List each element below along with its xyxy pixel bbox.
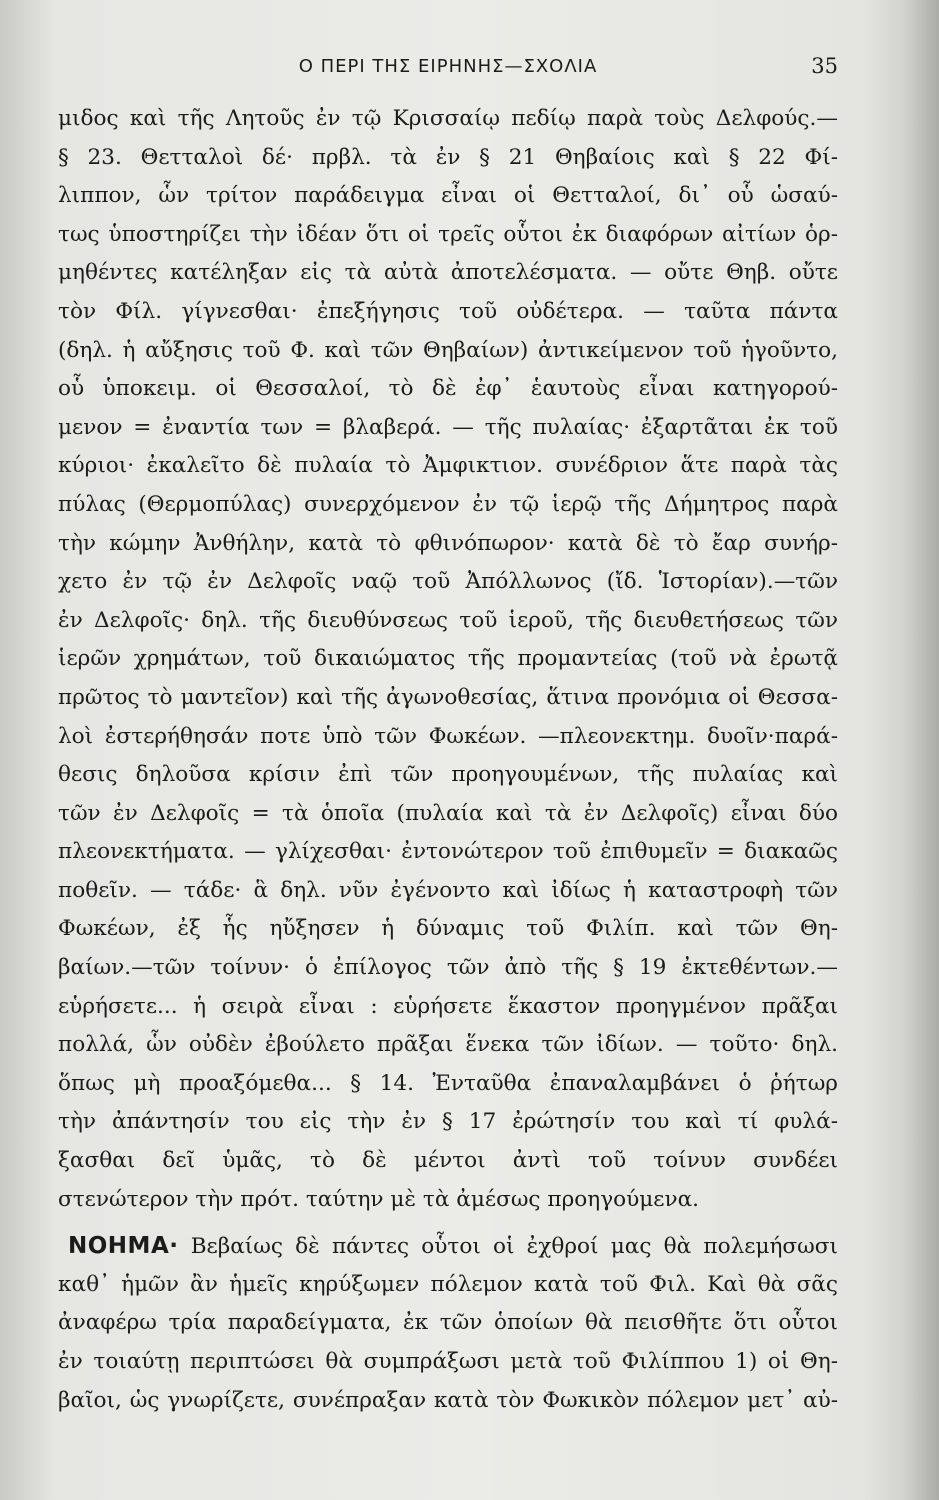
commentary-text bbox=[58, 100, 838, 1420]
text-line: ἐν τοιαύτῃ περιπτώσει θὰ συμπράξωσι μετὰ τοῦ Φιλίππου 1) οἱ Θη- bbox=[58, 1349, 838, 1374]
text-line: ἀναφέρω τρία παραδείγματα, ἐκ τῶν ὁποίων θὰ πεισθῆτε ὅτι οὗτοι bbox=[58, 1310, 838, 1336]
text-line: ἱερῶν χρημάτων, τοῦ δικαιώματος τῆς προμαντείας (τοῦ νὰ ἐρωτᾷ bbox=[58, 646, 838, 672]
page-number: 35 bbox=[811, 54, 838, 78]
running-head bbox=[58, 52, 838, 86]
text-line: στενώτερον τὴν πρότ. ταύτην μὲ τὰ ἀμέσως προηγούμενα. bbox=[58, 1186, 700, 1212]
noima-first-line bbox=[58, 1227, 838, 1266]
text-line: τως ὑποστηρίζει τὴν ἰδέαν ὅτι οἱ τρεῖς οὗτοι ἐκ διαφόρων αἰτίων ὁρ- bbox=[58, 221, 838, 247]
running-head-title: Ο ΠΕΡΙ ΤΗΣ ΕΙΡΗΝΗΣ—ΣΧΟΛΙΑ bbox=[298, 56, 598, 77]
text-line: ξασθαι δεῖ ὑμᾶς, τὸ δὲ μέντοι ἀντὶ τοῦ τοίνυν συνδέει bbox=[58, 1148, 838, 1174]
text-line: ποθεῖν. — τάδε· ἃ δηλ. νῦν ἐγένοντο καὶ ἰδίως ἡ καταστροφὴ τῶν bbox=[58, 877, 838, 903]
text-line: κύριοι· ἐκαλεῖτο δὲ πυλαία τὸ Ἀμφικτιον. συνέδριον ἅτε παρὰ τὰς bbox=[58, 453, 838, 479]
noima-heading: ΝΟΗΜΑ· bbox=[68, 1233, 179, 1260]
text-line: βαῖοι, ὡς γνωρίζετε, συνέπραξαν κατὰ τὸν Φωκικὸν πόλεμον μετ᾽ αὐ- bbox=[58, 1387, 838, 1413]
text-line: μενον = ἐναντία των = βλαβερά. — τῆς πυλαίας· ἐξαρτᾶται ἐκ τοῦ bbox=[58, 414, 838, 440]
text-line: μηθέντες κατέληξαν εἰς τὰ αὐτὰ ἀποτελέσματα. — οὔτε Θηβ. οὔτε bbox=[58, 260, 838, 286]
text-line: τὴν ἀπάντησίν του εἰς τὴν ἐν § 17 ἐρώτησίν του καὶ τί φυλά- bbox=[58, 1109, 838, 1135]
text-line: πρῶτος τὸ μαντεῖον) καὶ τῆς ἀγωνοθεσίας, ἅτινα προνόμια οἱ Θεσσα- bbox=[58, 684, 838, 710]
page-fold-shadow bbox=[905, 0, 939, 1500]
noima-first-line-text: Βεβαίως δὲ πάντες οὗτοι οἱ ἐχθροί μας θὰ πολεμήσωσι bbox=[190, 1234, 838, 1260]
text-line: βαίων.—τῶν τοίνυν· ὁ ἐπίλογος τῶν ἀπὸ τῆς § 19 ἐκτεθέντων.— bbox=[58, 955, 838, 981]
text-line: εὑρήσετε... ἡ σειρὰ εἶναι : εὑρήσετε ἕκαστον προηγμένον πρᾶξαι bbox=[58, 993, 838, 1019]
text-line: χετο ἐν τῷ ἐν Δελφοῖς ναῷ τοῦ Ἀπόλλωνος (ἴδ. Ἱστορίαν).—τῶν bbox=[58, 569, 838, 595]
text-line: (δηλ. ἡ αὔξησις τοῦ Φ. καὶ τῶν Θηβαίων) ἀντικείμενον τοῦ ἡγοῦντο, bbox=[58, 337, 838, 363]
text-line: πλεονεκτήματα. — γλίχεσθαι· ἐντονώτερον τοῦ ἐπιθυμεῖν = διακαῶς bbox=[58, 839, 838, 865]
text-line: ὅπως μὴ προαξόμεθα... § 14. Ἐνταῦθα ἐπαναλαμβάνει ὁ ῥήτωρ bbox=[58, 1070, 838, 1096]
text-line: λιππον, ὧν τρίτον παράδειγμα εἶναι οἱ Θετταλοί, δι᾽ οὗ ὡσαύ- bbox=[58, 183, 838, 209]
text-line: καθ᾽ ἡμῶν ἂν ἡμεῖς κηρύξωμεν πόλεμον κατὰ τοῦ Φιλ. Καὶ θὰ σᾶς bbox=[58, 1271, 838, 1297]
text-line: Φωκέων, ἐξ ἧς ηὔξησεν ἡ δύναμις τοῦ Φιλίπ. καὶ τῶν Θη- bbox=[58, 916, 838, 942]
text-line: πολλά, ὧν οὐδὲν ἐβούλετο πρᾶξαι ἕνεκα τῶν ἰδίων. — τοῦτο· δηλ. bbox=[58, 1032, 838, 1058]
text-line: λοὶ ἐστερήθησάν ποτε ὑπὸ τῶν Φωκέων. —πλεονεκτημ. δυοῖν·παρά- bbox=[58, 723, 838, 749]
text-line: τὴν κώμην Ἀνθήλην, κατὰ τὸ φθινόπωρον· κατὰ δὲ τὸ ἔαρ συνήρ- bbox=[58, 530, 838, 556]
text-line: ἐν Δελφοῖς· δηλ. τῆς διευθύνσεως τοῦ ἱεροῦ, τῆς διευθετήσεως τῶν bbox=[58, 607, 838, 633]
text-line: τὸν Φίλ. γίγνεσθαι· ἐπεξήγησις τοῦ οὐδέτερα. — ταῦτα πάντα bbox=[58, 298, 838, 324]
text-line: οὗ ὑποκειμ. οἱ Θεσσαλοί, τὸ δὲ ἐφ᾽ ἑαυτοὺς εἶναι κατηγορού- bbox=[58, 376, 838, 402]
text-line: πύλας (Θερμοπύλας) συνερχόμενον ἐν τῷ ἱερῷ τῆς Δήμητρος παρὰ bbox=[58, 491, 838, 517]
text-line: θεσις δηλοῦσα κρίσιν ἐπὶ τῶν προηγουμένων, τῆς πυλαίας καὶ bbox=[58, 762, 838, 788]
text-line: μιδος καὶ τῆς Λητοῦς ἐν τῷ Κρισσαίῳ πεδίῳ παρὰ τοὺς Δελφούς.— bbox=[58, 106, 838, 131]
text-line: § 23. Θετταλοὶ δέ· πρβλ. τὰ ἐν § 21 Θηβαίοις καὶ § 22 Φί- bbox=[58, 144, 838, 170]
text-line: τῶν ἐν Δελφοῖς = τὰ ὁποῖα (πυλαία καὶ τὰ ἐν Δελφοῖς) εἶναι δύο bbox=[58, 800, 838, 826]
